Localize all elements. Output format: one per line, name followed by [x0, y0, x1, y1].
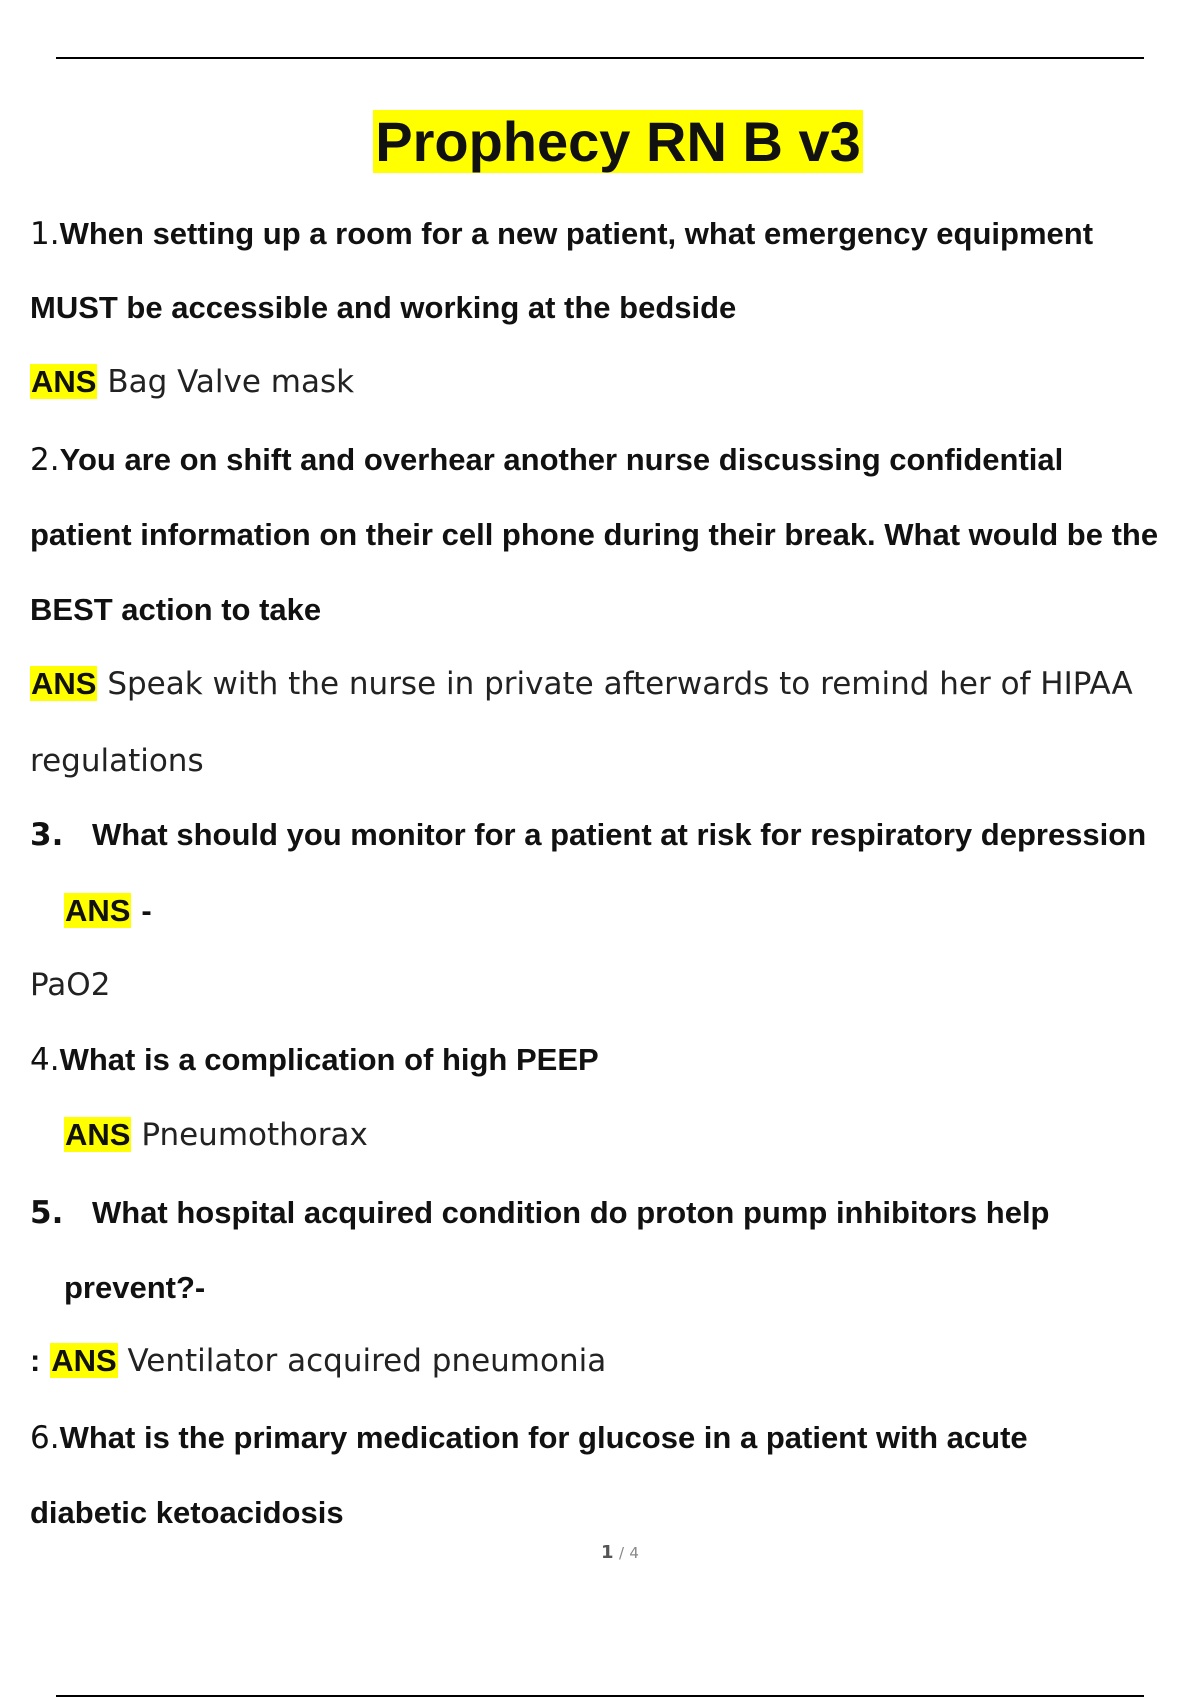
top-rule	[56, 57, 1144, 59]
question-1-text-2: MUST be accessible and working at the bedside	[30, 290, 737, 325]
question-4-line-1	[30, 1040, 599, 1080]
question-6-number: 6.	[30, 1420, 60, 1456]
answer-4-label: ANS	[65, 1117, 131, 1152]
answer-3-dash: -	[141, 893, 152, 928]
question-1-line-2	[30, 288, 736, 328]
question-1-text-1: When setting up a room for a new patient, what emergency equipment	[59, 216, 1094, 251]
question-6-line-2	[30, 1493, 344, 1533]
question-2-text-1: You are on shift and overhear another nurse discussing confidential	[59, 442, 1064, 477]
answer-5-text: Ventilator acquired pneumonia	[127, 1343, 607, 1379]
question-5-line-1	[30, 1193, 1050, 1233]
question-4-number: 4.	[30, 1042, 60, 1078]
question-2-number: 2.	[30, 442, 60, 478]
question-5-number: 5.	[30, 1195, 64, 1231]
question-6-text-2: diabetic ketoacidosis	[30, 1495, 344, 1530]
question-5-text-2: prevent?-	[64, 1270, 206, 1305]
answer-2-line-1	[30, 664, 1133, 704]
page-current: 1	[601, 1542, 614, 1563]
question-1-number: 1.	[30, 216, 60, 252]
answer-1	[30, 362, 354, 402]
page-title	[0, 108, 1200, 176]
bottom-rule	[56, 1695, 1144, 1697]
answer-2-label: ANS	[31, 666, 97, 701]
question-6-line-1	[30, 1418, 1028, 1458]
answer-4	[64, 1115, 368, 1155]
question-4-text-1: What is a complication of high PEEP	[59, 1042, 599, 1077]
answer-5	[30, 1341, 606, 1381]
answer-1-text: Bag Valve mask	[107, 364, 355, 400]
page-indicator	[0, 1542, 1200, 1563]
page-separator: /	[618, 1544, 625, 1562]
question-1-line-1	[30, 214, 1093, 254]
answer-1-label: ANS	[31, 364, 97, 399]
answer-3-text: PaO2	[30, 967, 111, 1003]
question-3-text-1: What should you monitor for a patient at risk for respiratory depression	[92, 817, 1147, 852]
question-5-text-1: What hospital acquired condition do proton pump inhibitors help	[92, 1195, 1050, 1230]
question-2-line-1	[30, 440, 1063, 480]
answer-2-text-1: Speak with the nurse in private afterwards to remind her of HIPAA	[107, 666, 1133, 702]
answer-2-line-2	[30, 741, 204, 781]
question-3-number: 3.	[30, 817, 64, 853]
question-6-text-1: What is the primary medication for glucose in a patient with acute	[59, 1420, 1028, 1455]
page-total: 4	[629, 1544, 639, 1562]
question-2-line-3	[30, 590, 321, 630]
question-2-line-2	[30, 515, 1158, 555]
question-5-line-2	[64, 1268, 205, 1308]
answer-3-value	[30, 965, 110, 1005]
answer-2-text-2: regulations	[30, 743, 204, 779]
question-3-line-1	[30, 815, 1146, 855]
answer-3-label: ANS	[65, 893, 131, 928]
page-title-highlight: Prophecy RN B v3	[375, 110, 861, 173]
answer-4-text: Pneumothorax	[141, 1117, 368, 1153]
answer-5-prefix: :	[30, 1343, 41, 1378]
question-2-text-3: BEST action to take	[30, 592, 322, 627]
answer-5-label: ANS	[51, 1343, 117, 1378]
answer-3	[64, 891, 152, 931]
question-2-text-2: patient information on their cell phone during their break. What would be the	[30, 517, 1159, 552]
